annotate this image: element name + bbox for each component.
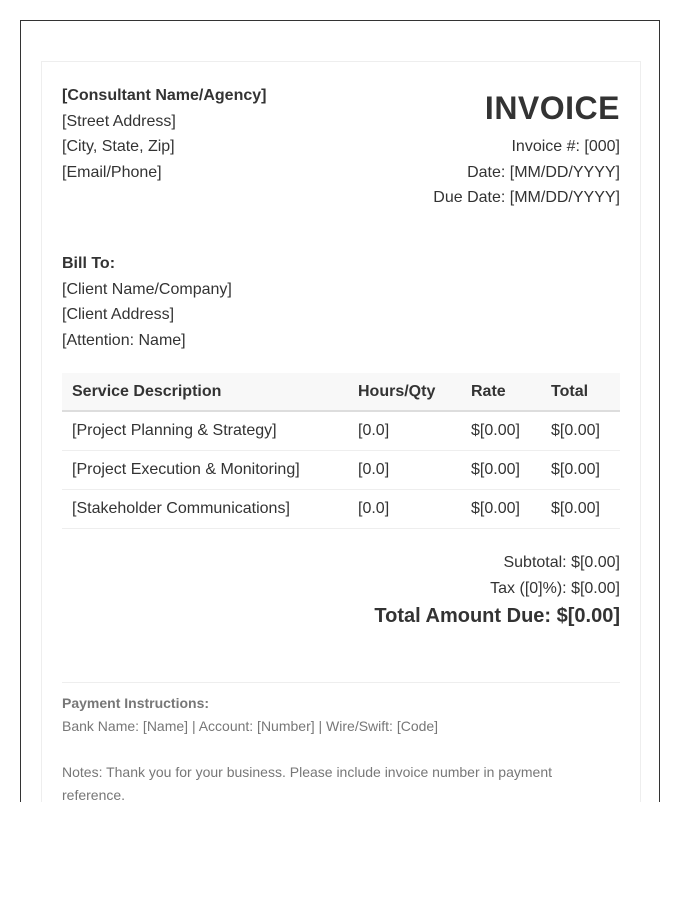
cell-service: [Project Execution & Monitoring]: [62, 450, 348, 489]
tax: Tax ([0]%): $[0.00]: [490, 580, 620, 597]
bill-to-label: Bill To:: [62, 255, 116, 272]
client-attention: [Attention: Name]: [62, 332, 186, 349]
consultant-name: [Consultant Name/Agency]: [62, 87, 267, 104]
cell-service: [Project Planning & Strategy]: [62, 411, 348, 450]
cell-hours: [0.0]: [348, 489, 461, 528]
cell-total: $[0.00]: [541, 411, 620, 450]
header-rate: Rate: [461, 373, 541, 411]
invoice-number: Invoice #: [000]: [511, 138, 620, 155]
consultant-contact: [Email/Phone]: [62, 164, 162, 181]
cell-total: $[0.00]: [541, 489, 620, 528]
consultant-street: [Street Address]: [62, 113, 176, 130]
invoice-card: [41, 61, 641, 802]
total-amount-due: Total Amount Due: $[0.00]: [374, 605, 620, 627]
table-row: [62, 450, 620, 489]
invoice-due-date: Due Date: [MM/DD/YYYY]: [433, 189, 620, 206]
table-header-row: [62, 373, 620, 411]
page-frame: [20, 20, 660, 802]
cell-service: [Stakeholder Communications]: [62, 489, 348, 528]
cell-rate: $[0.00]: [461, 450, 541, 489]
subtotal: Subtotal: $[0.00]: [503, 554, 620, 571]
cell-rate: $[0.00]: [461, 411, 541, 450]
invoice-date: Date: [MM/DD/YYYY]: [467, 164, 620, 181]
footer-divider: [62, 682, 620, 683]
cell-rate: $[0.00]: [461, 489, 541, 528]
cell-total: $[0.00]: [541, 450, 620, 489]
client-name: [Client Name/Company]: [62, 281, 232, 298]
table-row: [62, 489, 620, 528]
line-items-table: [62, 373, 620, 529]
bank-details: Bank Name: [Name] | Account: [Number] | Wire/Swift: [Code]: [62, 718, 439, 734]
invoice-title: INVOICE: [484, 90, 620, 126]
notes-line-2: reference.: [62, 787, 126, 802]
header-service-description: Service Description: [62, 373, 348, 411]
header-total: Total: [541, 373, 620, 411]
cell-hours: [0.0]: [348, 450, 461, 489]
table-row: [62, 411, 620, 450]
header-hours-qty: Hours/Qty: [348, 373, 461, 411]
consultant-city: [City, State, Zip]: [62, 138, 175, 155]
payment-instructions-label: Payment Instructions:: [62, 695, 210, 711]
notes-line-1: Notes: Thank you for your business. Please include invoice number in payment: [62, 764, 553, 780]
cell-hours: [0.0]: [348, 411, 461, 450]
client-address: [Client Address]: [62, 306, 175, 323]
